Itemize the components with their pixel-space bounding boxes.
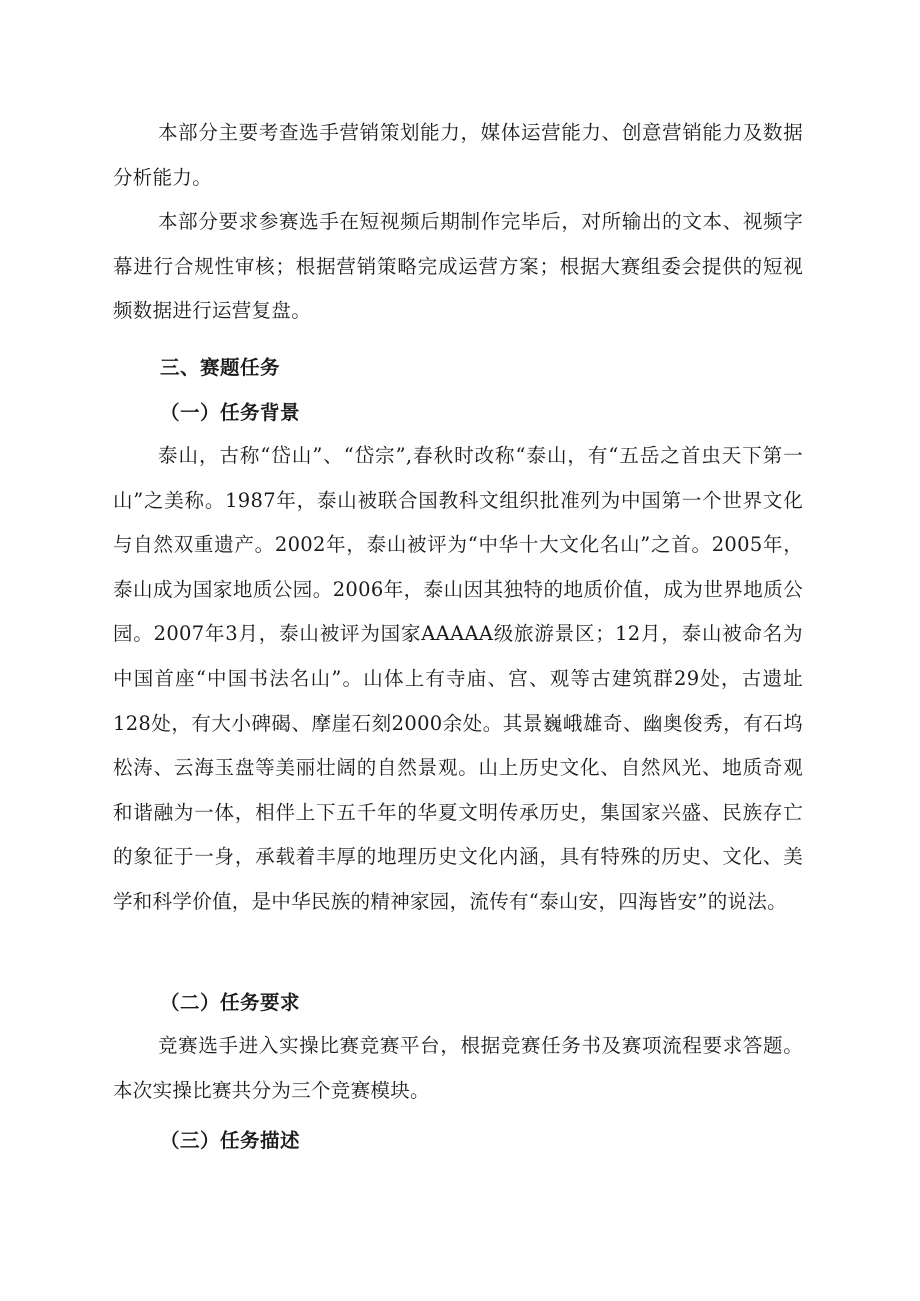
intro-paragraph-requirements: 本部分要求参赛选手在短视频后期制作完毕后，对所输出的文本、视频字幕进行合规性审核；根据营销策略完成运营方案；根据大赛组委会提供的短视频数据进行运营复盘。: [113, 210, 803, 323]
subheading-task-requirements: （二）任务要求: [160, 991, 301, 1014]
subheading-task-background: （一）任务背景: [160, 401, 301, 424]
intro-paragraph-abilities: 本部分主要考查选手营销策划能力，媒体运营能力、创意营销能力及数据分析能力。: [113, 121, 803, 189]
taishan-background-paragraph: 泰山，古称“岱山”、“岱宗”,春秋时改称“泰山，有“五岳之首虫天下第一山”之美称。1987年，泰山被联合国教科文组织批准列为中国第一个世界文化与自然双重遗产。2002年，泰山被评为“中华十大文化名山”之首。2005年，泰山成为国家地质公园。2006年，泰山因其独特的地质价值，成为世界地质公园。2007年3月，泰山被评为国家AAAAA级旅游景区；12月，泰山被命名为中国首座“中国书法名山”。山体上有寺庙、宫、观等古建筑群29处，古遗址128处，有大小碑碣、摩崖石刻2000余处。其景巍峨雄奇、幽奥俊秀，有石坞松涛、云海玉盘等美丽壮阔的自然景观。山上历史文化、自然风光、地质奇观和谐融为一体，相伴上下五千年的华夏文明传承历史，集国家兴盛、民族存亡的象征于一身，承载着丰厚的地理历史文化内涵，具有特殊的历史、文化、美学和科学价值，是中华民族的精神家园，流传有“泰山安，四海皆安”的说法。: [113, 444, 803, 913]
section-heading-tasks: 三、赛题任务: [160, 356, 281, 379]
task-requirements-paragraph: 竞赛选手进入实操比赛竞赛平台，根据竞赛任务书及赛项流程要求答题。本次实操比赛共分为三个竞赛模块。: [113, 1034, 803, 1102]
subheading-task-description: （三）任务描述: [160, 1129, 301, 1152]
